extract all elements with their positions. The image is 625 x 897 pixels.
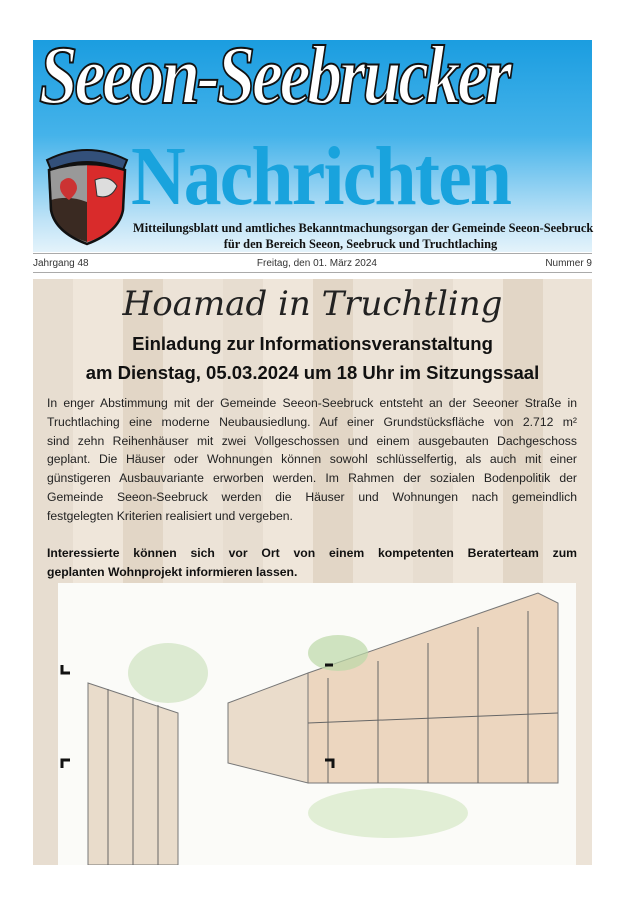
issue-number: Nummer 9 bbox=[545, 257, 592, 269]
invitation-date: am Dienstag, 05.03.2024 um 18 Uhr im Sitzungssaal bbox=[85, 362, 540, 383]
masthead-title: Seeon-Seebrucker bbox=[39, 29, 509, 122]
masthead-area: für den Bereich Seeon, Seebruck und Truchtlaching bbox=[223, 237, 498, 251]
cta-line: Interessierte können sich vor Ort von einem kompetenten Beraterteam zum bbox=[47, 546, 577, 560]
masthead bbox=[33, 29, 594, 252]
invitation-heading: Einladung zur Informationsveranstaltung bbox=[132, 333, 493, 354]
event-poster bbox=[33, 279, 592, 865]
body-line: In enger Abstimmung mit der Gemeinde Seeon-Seebruck entsteht an der Seeoner Straße in bbox=[47, 396, 577, 410]
poster-body-text bbox=[47, 394, 577, 526]
coat-of-arms-icon bbox=[39, 140, 135, 246]
cta-line: geplanten Wohnprojekt informieren lassen. bbox=[47, 564, 298, 579]
issue-date: Freitag, den 01. März 2024 bbox=[256, 257, 377, 269]
architectural-sketch-image bbox=[58, 583, 576, 865]
poster-title: Hoamad in Truchtling bbox=[122, 284, 503, 324]
masthead-tagline: Mitteilungsblatt und amtliches Bekanntmachungsorgan der Gemeinde Seeon-Seebruck bbox=[133, 221, 594, 235]
body-line: sind zehn Reihenhäuser mit zwei Vollgeschossen und einem ausgebauten Dachgeschoss bbox=[47, 433, 577, 448]
masthead-subtitle-title: Nachrichten bbox=[131, 130, 511, 223]
body-line: Gemeinde Seeon-Seebruck werden die Häuser und Wohnungen nach gemeindlich bbox=[47, 489, 577, 504]
volume: Jahrgang 48 bbox=[33, 257, 89, 269]
issue-info-bar bbox=[33, 253, 592, 273]
body-line: festgelegten Kriterien realisiert und vergeben. bbox=[47, 508, 293, 523]
body-line: Truchtlaching eine moderne Neubausiedlung. Auf einer Grundstücksfläche von 2.712 m² bbox=[47, 414, 577, 429]
body-line: geplant. Die Häuser oder Wohnungen können sowohl schlüsselfertig, als auch mit einer bbox=[47, 452, 577, 467]
poster-call-to-action bbox=[47, 544, 577, 582]
body-line: günstigeren Ausbauvariante erworben werden. Im Rahmen der sozialen Bodenpolitik der bbox=[47, 471, 577, 486]
